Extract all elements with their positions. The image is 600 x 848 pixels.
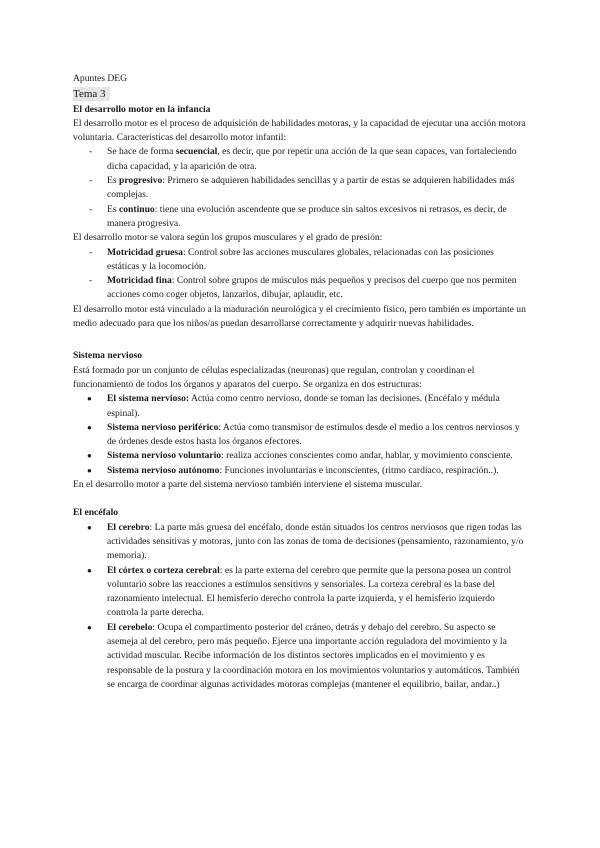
list-item: - Es continuo: tiene una evolución ascendente que se produce sin saltos excesivos ni retrasos, es decir, de manera progresiva. <box>73 203 528 232</box>
dash-list <box>73 246 528 303</box>
paragraph: Está formado por un conjunto de células especializadas (neuronas) que regulan, controlan y coordinan el funcionamiento de todos los órganos y aparatos del cuerpo. Se organiza en dos estructuras: <box>73 364 475 390</box>
paragraph: En el desarrollo motor a parte del sistema nervioso también interviene el sistema muscular. <box>73 479 423 491</box>
list-item: ● Sistema nervioso voluntario: realiza acciones conscientes como andar, hablar, y movimiento consciente. <box>73 449 528 463</box>
section-title-sistema-nervioso: Sistema nervioso <box>73 350 143 362</box>
list-item: - Es progresivo: Primero se adquieren habilidades sencillas y a partir de estas se adquieren habilidades más complejas. <box>73 174 528 203</box>
list-item: ● El sistema nervioso: Actúa como centro nervioso, donde se toman las decisiones. (Encéfalo y médula espinal). <box>73 392 528 421</box>
list-item: ● El córtex o corteza cerebral: es la parte externa del cerebro que permite que la persona posea un control voluntario sobre las reacciones a estímulos sensitivos y sensoriales. La corteza cerebral es la base del razonamiento intelectual. El hemisferio derecho controla la parte izquierda, y el hemisferio izquierdo controla la parte derecha. <box>73 564 528 621</box>
list-item: - Se hace de forma secuencial, es decir, que por repetir una acción de la que sean capaces, van fortaleciendo dicha capacidad, y la aparición de otra. <box>73 145 528 174</box>
list-item: ● El cerebelo: Ocupa el compartimento posterior del cráneo, detrás y debajo del cerebro. Su aspecto se asemeja al del cerebro, pero más pequeño. Ejerce una importante acción reguladora del movimiento y la actividad muscular. Recibe información de los distintos sectores implicados en el movimiento y es responsable de la postura y la coordinación motora en los movimientos voluntarios y automáticos. También se encarga de coordinar algunas actividades motoras complejas (mantener el equilibrio, bailar, andar..) <box>73 621 528 692</box>
paragraph: El desarrollo motor se valora según los grupos musculares y el grado de presión: <box>73 232 383 244</box>
dash-list <box>73 145 528 231</box>
section-title-desarrollo: El desarrollo motor en la infancia <box>73 103 211 115</box>
section-title-encefalo: El encéfalo <box>73 507 119 519</box>
tema-heading: Tema 3 <box>73 87 110 101</box>
list-item: - Motricidad gruesa: Control sobre las acciones musculares globales, relacionadas con las posiciones estáticas y la locomoción. <box>73 246 528 275</box>
list-item: - Motricidad fina: Control sobre grupos de músculos más pequeños y precisos del cuerpo que nos permiten acciones como coger objetos, lanzarlos, dibujar, aplaudir, etc. <box>73 274 528 303</box>
list-item: ● Sistema nervioso autónomo: Funciones involuntarias e inconscientes, (ritmo cardiaco, respiración..). <box>73 464 528 478</box>
paragraph: El desarrollo motor es el proceso de adquisición de habilidades motoras, y la capacidad de ejecutar una acción motora voluntaria. Características del desarrollo motor infantil: <box>73 117 526 144</box>
bullet-list <box>73 392 528 478</box>
list-item: ● El cerebro: La parte más gruesa del encéfalo, donde están situados los centros nerviosos que rigen todas las actividades sensitivas y motoras, junto con las zonas de toma de decisiones (pensamiento, razonamiento, y/o memoria). <box>73 521 528 564</box>
list-item: ● Sistema nervioso periférico: Actúa como transmisor de estímulos desde el medio a los centros nerviosos y de órdenes desde estos hasta los órganos efectores. <box>73 421 528 450</box>
bullet-list <box>73 521 528 693</box>
paragraph: El desarrollo motor está vinculado a la maduración neurológica y el crecimiento físico, pero también es importante un medio adecuado para que los niños/as puedan desarrollarse correctamente y adquirir nuevas habilidades. <box>73 303 526 330</box>
course-title: Apuntes DEG <box>73 73 128 84</box>
document-page <box>73 72 528 692</box>
